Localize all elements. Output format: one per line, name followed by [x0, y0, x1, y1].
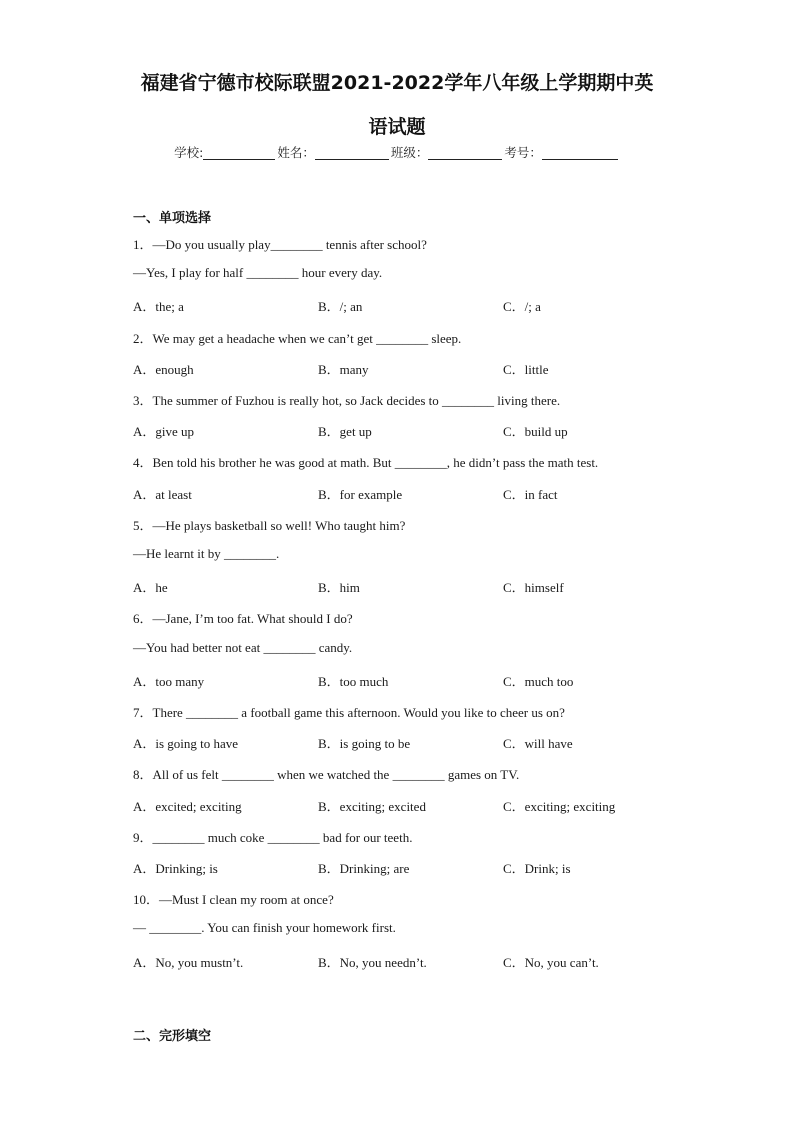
number-label: 考号：	[504, 145, 542, 160]
answer-option: A．enough	[133, 361, 194, 377]
answer-option: A．the; a	[133, 299, 184, 315]
section-heading-cloze: 二、完形填空	[133, 1029, 212, 1044]
school-label: 学校:	[174, 145, 204, 160]
answer-option: B．/; an	[318, 299, 363, 315]
answer-option: A．too many	[133, 673, 205, 689]
question-dialogue-line: —You had better not eat ________ candy.	[133, 639, 353, 655]
answer-option: B．him	[318, 580, 360, 596]
answer-option: B．Drinking; are	[318, 861, 410, 876]
answer-option: A．No, you mustn’t.	[133, 954, 244, 970]
answer-option: C．much too	[503, 673, 574, 689]
class-label: 班级：	[390, 145, 429, 160]
exam-title-line1: 福建省宁德市校际联盟2021-2022学年八年级上学期期中英	[140, 72, 654, 94]
answer-option: B．too much	[318, 673, 389, 689]
question-stem: 3．The summer of Fuzhou is really hot, so Jack decides to ________ living there.	[133, 393, 561, 408]
answer-option: A．Drinking; is	[133, 861, 218, 876]
question-stem: 2．We may get a headache when we can’t get ________ sleep.	[133, 330, 462, 346]
answer-option: C．No, you can’t.	[503, 954, 599, 970]
number-blank	[542, 145, 618, 160]
name-label: 姓名：	[277, 145, 315, 160]
question-stem: 1．—Do you usually play________ tennis after school?	[133, 237, 427, 252]
question-dialogue-line: —He learnt it by ________.	[133, 546, 280, 561]
school-blank	[203, 145, 275, 160]
answer-option: B．get up	[318, 424, 372, 440]
class-blank	[428, 145, 502, 160]
exam-title-line2: 语试题	[368, 116, 426, 138]
question-stem: 8．All of us felt ________ when we watched the ________ games on TV.	[133, 767, 520, 783]
answer-option: A．give up	[133, 424, 195, 440]
answer-option: B．many	[318, 361, 369, 377]
question-stem: 6．—Jane, I’m too fat. What should I do?	[133, 611, 353, 627]
section-heading-single-choice: 一、单项选择	[133, 211, 212, 226]
question-stem: 9．________ much coke ________ bad for our teeth.	[133, 829, 413, 845]
answer-option: A．is going to have	[133, 736, 239, 752]
answer-option: B．No, you needn’t.	[318, 954, 427, 970]
answer-option: C．exciting; exciting	[503, 798, 616, 814]
question-stem: 7．There ________ a football game this afternoon. Would you like to cheer us on?	[133, 705, 565, 720]
answer-option: C．Drink; is	[503, 861, 571, 876]
answer-option: B．for example	[318, 486, 403, 502]
answer-option: C．himself	[503, 580, 564, 596]
question-dialogue-line: —Yes, I play for half ________ hour every day.	[133, 265, 383, 281]
answer-option: A．he	[133, 580, 168, 596]
answer-option: B．exciting; excited	[318, 798, 426, 814]
answer-option: B．is going to be	[318, 736, 411, 752]
question-stem: 5．—He plays basketball so well! Who taught him?	[133, 517, 406, 533]
question-stem: 10．—Must I clean my room at once?	[133, 892, 334, 908]
question-dialogue-line: — ________. You can finish your homework first.	[133, 920, 396, 936]
student-info-row	[0, 143, 794, 161]
answer-option: C．/; a	[503, 299, 541, 315]
answer-option: A．at least	[133, 486, 192, 502]
answer-option: C．little	[503, 361, 549, 377]
answer-option: A．excited; exciting	[133, 798, 242, 814]
name-blank	[315, 145, 389, 160]
answer-option: C．in fact	[503, 486, 558, 502]
answer-option: C．will have	[503, 736, 573, 752]
answer-option: C．build up	[503, 424, 568, 440]
question-stem: 4．Ben told his brother he was good at math. But ________, he didn’t pass the math test.	[133, 455, 599, 471]
